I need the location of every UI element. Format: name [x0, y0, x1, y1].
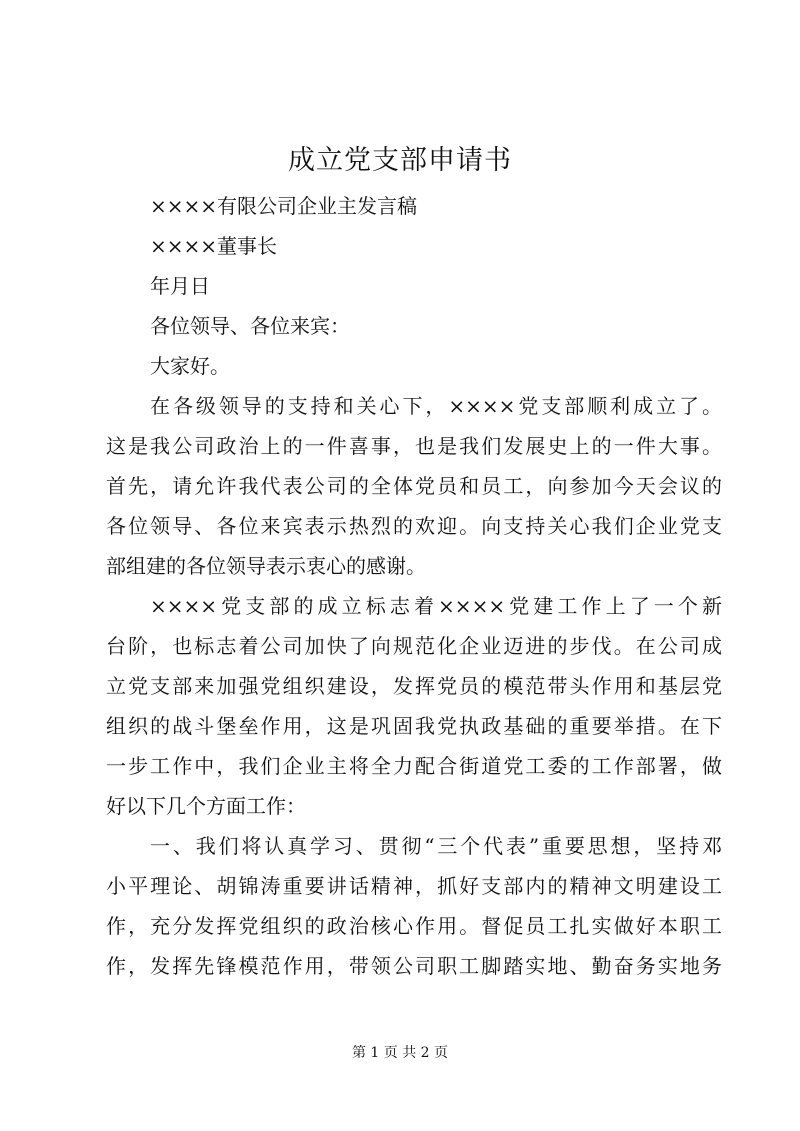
body-line: 各位领导、各位来宾表示热烈的欢迎。向支持关心我们企业党支	[106, 514, 722, 538]
body-line: 作，充分发挥党组织的政治核心作用。督促员工扎实做好本职工	[106, 914, 722, 938]
body-line: ××××有限公司企业主发言稿	[150, 194, 418, 218]
body-line: 首先，请允许我代表公司的全体党员和员工，向参加今天会议的	[106, 474, 722, 498]
body-line: 大家好。	[150, 354, 230, 378]
page-footer	[0, 1043, 800, 1063]
body-line: 部组建的各位领导表示衷心的感谢。	[106, 554, 426, 578]
body-line: 小平理论、胡锦涛重要讲话精神，抓好支部内的精神文明建设工	[106, 874, 722, 898]
page-number-label: 第 1 页 共 2 页	[351, 1045, 449, 1061]
body-line: 一步工作中，我们企业主将全力配合街道党工委的工作部署，做	[106, 754, 722, 778]
document-body	[106, 186, 722, 986]
body-line: 这是我公司政治上的一件喜事，也是我们发展史上的一件大事。	[106, 434, 722, 458]
body-line: 台阶，也标志着公司加快了向规范化企业迈进的步伐。在公司成	[106, 634, 722, 658]
body-line: 年月日	[150, 274, 210, 298]
document-title: 成立党支部申请书	[288, 145, 512, 176]
body-line: 各位领导、各位来宾：	[150, 314, 350, 338]
body-line: ××××董事长	[150, 234, 278, 258]
body-line: ××××党支部的成立标志着××××党建工作上了一个新	[150, 594, 722, 618]
body-line: 组织的战斗堡垒作用，这是巩固我党执政基础的重要举措。在下	[106, 714, 722, 738]
body-line: 立党支部来加强党组织建设，发挥党员的模范带头作用和基层党	[106, 674, 722, 698]
body-line: 一、我们将认真学习、贯彻“三个代表”重要思想，坚持邓	[150, 834, 722, 858]
body-line: 好以下几个方面工作：	[106, 794, 306, 818]
body-line: 在各级领导的支持和关心下，××××党支部顺利成立了。	[150, 394, 722, 418]
body-line: 作，发挥先锋模范作用，带领公司职工脚踏实地、勤奋务实地务	[106, 954, 722, 978]
